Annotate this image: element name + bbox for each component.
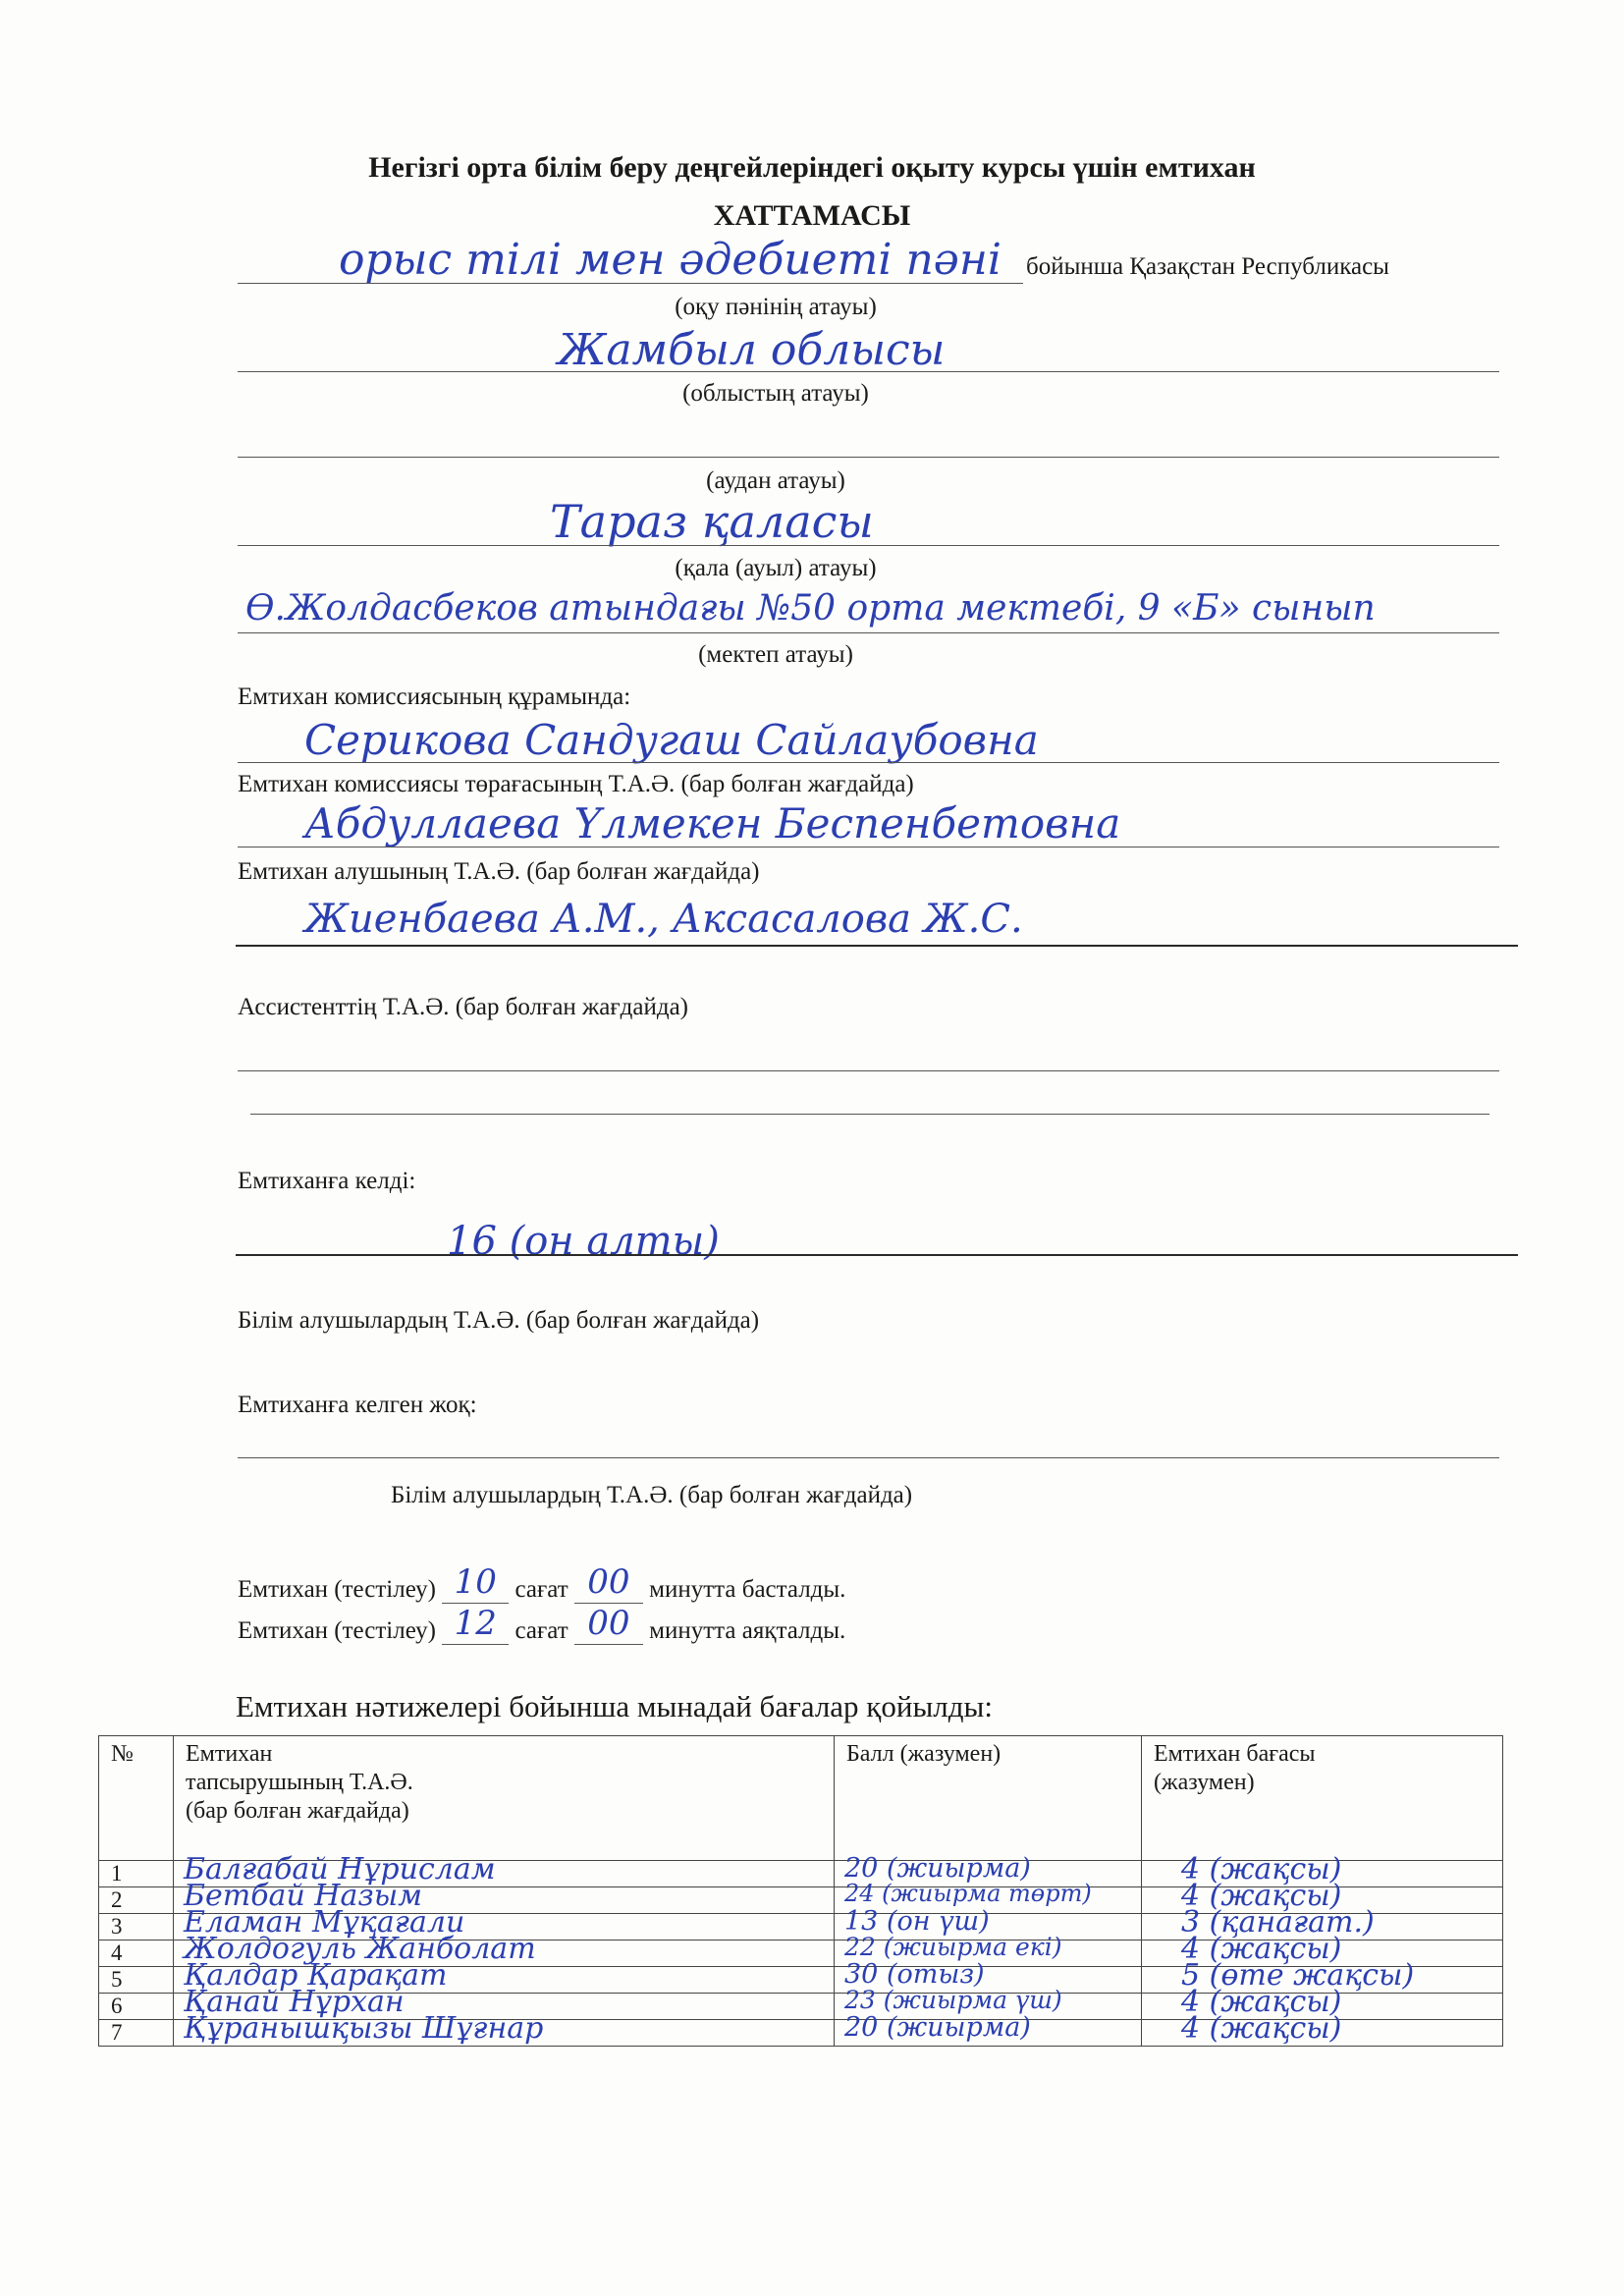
absent-line [238,1457,1499,1458]
school-caption: (мектеп атауы) [698,641,853,668]
subject-suffix: бойынша Қазақстан Республикасы [1026,253,1389,280]
row-name: Қалдар Қарақат [184,1958,448,1993]
row-name: Еламан Мұқағали [184,1905,465,1940]
row-score: 22 (жиырма екі) [844,1933,1062,1961]
students-caption: Білім алушылардың Т.А.Ә. (бар болған жағдайда) [238,1307,760,1334]
row-score: 20 (жиырма) [844,1853,1031,1884]
row-grade: 4 (жақсы) [1181,1879,1342,1913]
row-name: Жолдогуль Жанболат [184,1932,536,1966]
row-grade: 5 (өте жақсы) [1181,1958,1415,1993]
row-score: 24 (жиырма төрт) [844,1880,1092,1907]
subject-caption: (оқу пәнінің атауы) [675,294,877,320]
start-suffix: минутта басталды. [649,1576,846,1603]
assistants-handwritten: Жиенбаева А.М., Аксасалова Ж.С. [304,897,1023,942]
chair-caption: Емтихан комиссиясы төрағасының Т.А.Ә. (бар болған жағдайда) [238,771,914,797]
row-grade: 4 (жақсы) [1181,2011,1342,2046]
came-line [236,1254,1518,1256]
chair-handwritten: Серикова Сандугаш Сайлаубовна [304,716,1039,764]
assistant-caption: Ассистенттің Т.А.Ә. (бар болған жағдайда) [238,994,688,1020]
row-num: 6 [99,1994,174,2020]
chair-line [238,762,1499,763]
row-num: 7 [99,2020,174,2047]
row-num: 5 [99,1967,174,1994]
col-score: Балл (жазумен) [835,1736,1142,1861]
absent-label: Емтиханға келген жоқ: [238,1392,477,1418]
col-name-line2: тапсырушының Т.А.Ә. [186,1770,413,1795]
examiner-handwritten: Абдуллаева Үлмекен Беспенбетовна [304,799,1121,847]
row-num: 2 [99,1887,174,1914]
end-prefix: Емтихан (тестілеу) [238,1617,437,1644]
row-name: Балғабай Нұрислам [184,1852,496,1886]
row-grade: 4 (жақсы) [1181,1985,1342,2019]
start-hour-word: сағат [514,1576,568,1603]
row-score: 20 (жиырма) [844,2012,1031,2043]
col-name-line3: (бар болған жағдайда) [186,1798,409,1824]
assistants-line [236,945,1518,947]
col-grade-line1: Емтихан бағасы [1154,1741,1316,1767]
examiner-caption: Емтихан алушының Т.А.Ә. (бар болған жағдайда) [238,858,760,885]
row-grade: 3 (қанағат.) [1181,1905,1375,1940]
came-handwritten: 16 (он алты) [447,1219,720,1264]
commission-label: Емтихан комиссиясының құрамында: [238,683,631,710]
came-label: Емтиханға келді: [238,1168,416,1194]
start-hour-field [442,1562,509,1604]
results-table [98,1735,1503,2047]
end-hour: 12 [454,1604,497,1643]
col-num: № [99,1736,174,1861]
results-header-row [99,1736,1503,1861]
region-caption: (облыстың атауы) [682,380,869,407]
start-prefix: Емтихан (тестілеу) [238,1576,437,1603]
assistant-line-2 [250,1114,1489,1115]
row-grade: 4 (жақсы) [1181,1852,1342,1886]
row-num: 1 [99,1861,174,1887]
region-line [238,371,1499,372]
row-num: 3 [99,1914,174,1941]
col-grade [1142,1736,1503,1861]
row-score: 23 (жиырма үш) [844,1986,1062,2014]
city-handwritten: Тараз қаласы [550,495,874,548]
city-caption: (қала (ауыл) атауы) [675,555,877,581]
district-caption: (аудан атауы) [706,467,845,494]
col-grade-line2: (жазумен) [1154,1770,1255,1795]
end-time-row [238,1604,846,1645]
assistant-line-1 [238,1070,1499,1071]
row-score: 30 (отыз) [844,1959,985,1990]
document-title: Негізгі орта білім беру деңгейлеріндегі оқыту курсы үшін емтихан [368,151,1256,184]
region-handwritten: Жамбыл облысы [558,325,946,375]
absent-caption: Білім алушылардың Т.А.Ә. (бар болған жағдайда) [391,1482,913,1508]
document-title-protocol: ХАТТАМАСЫ [713,199,911,232]
table-row [99,2020,1503,2047]
end-minute: 00 [587,1604,630,1643]
school-handwritten: Ө.Жолдасбеков атындағы №50 орта мектебі, 9 «Б» сынып [245,588,1376,629]
row-name: Бетбай Назым [184,1879,423,1913]
end-suffix: минутта аяқталды. [649,1617,846,1644]
col-name [174,1736,835,1861]
subject-line [238,283,1023,284]
start-time-row [238,1562,846,1604]
end-hour-field [442,1604,509,1645]
start-hour: 10 [454,1562,497,1602]
results-heading: Емтихан нәтижелері бойынша мынадай бағалар қойылды: [236,1689,993,1723]
start-minute-field [574,1562,643,1604]
row-score: 13 (он үш) [844,1906,990,1937]
start-minute: 00 [587,1562,630,1602]
row-name-cell [174,2011,835,2047]
row-grade: 4 (жақсы) [1181,1932,1342,1966]
city-line [238,545,1499,546]
district-line [238,457,1499,458]
row-score-cell [835,2012,1142,2047]
subject-handwritten: орыс тілі мен әдебиеті пәні [339,235,1001,285]
school-line [238,632,1499,633]
end-minute-field [574,1604,643,1645]
row-grade-cell [1142,2011,1503,2047]
row-num: 4 [99,1941,174,1967]
col-name-line1: Емтихан [186,1741,273,1767]
end-hour-word: сағат [514,1617,568,1644]
row-name: Қанай Нұрхан [184,1985,405,2019]
row-name: Құранышқызы Шұғнар [184,2011,544,2046]
